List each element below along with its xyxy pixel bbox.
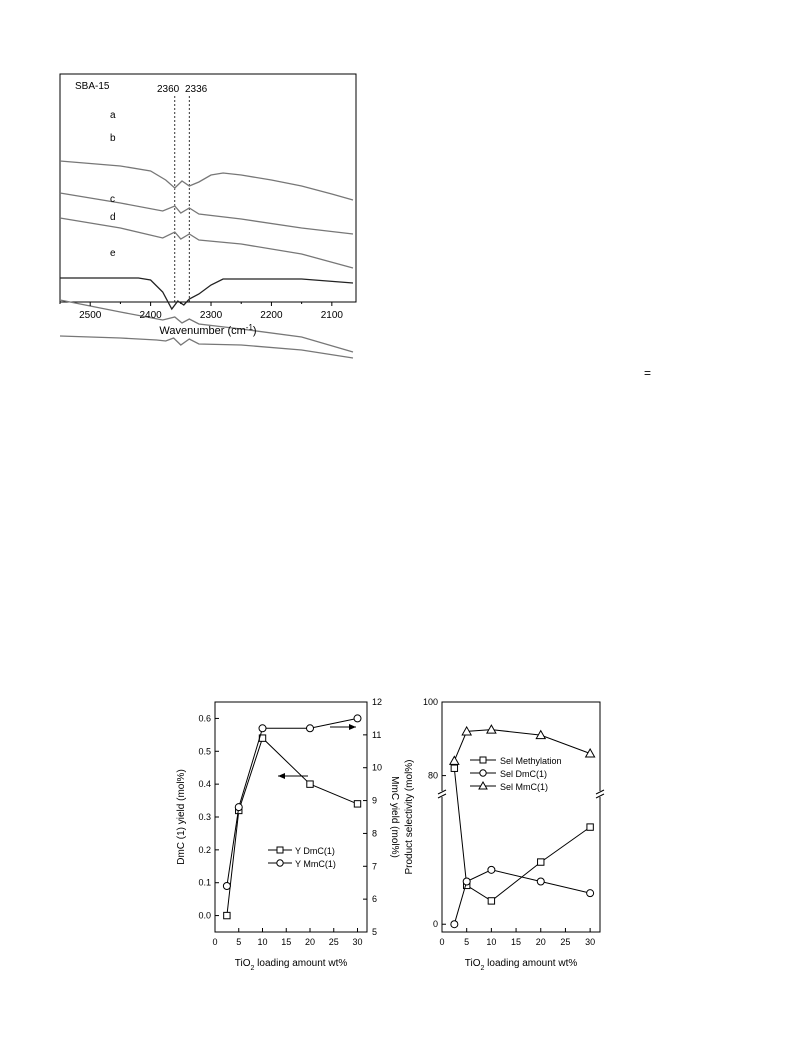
ir-spectrum-b bbox=[60, 218, 353, 268]
x-tick-label: 2100 bbox=[320, 310, 343, 321]
data-point bbox=[487, 725, 496, 733]
ir-annotation-2336: 2336 bbox=[185, 84, 208, 95]
data-point bbox=[235, 804, 242, 811]
data-point bbox=[451, 765, 457, 771]
yield-x-axis-label: TiO$_2$ loading amount wt% bbox=[234, 958, 348, 972]
data-point bbox=[307, 781, 313, 787]
ir-series-label: c bbox=[110, 194, 115, 205]
x-tick-label: 0 bbox=[439, 937, 445, 947]
y-tick-label: 0.1 bbox=[198, 877, 211, 888]
series-line bbox=[454, 870, 590, 924]
selectivity-y-axis-label: Product selectivity (mol%) bbox=[404, 759, 415, 875]
selectivity-x-axis-label: TiO$_2$ loading amount wt% bbox=[464, 958, 578, 972]
series-line bbox=[227, 738, 358, 916]
y-tick-label: 0 bbox=[432, 919, 438, 930]
y-right-tick-label: 6 bbox=[372, 894, 378, 905]
yield-left-axis-label: DmC (1) yield (mol%) bbox=[176, 769, 187, 865]
data-point bbox=[354, 715, 361, 722]
ir-spectra-chart bbox=[40, 72, 370, 347]
yield-right-axis-label: MmC yield (mol%) bbox=[389, 776, 400, 858]
legend-label: Y DmC(1) bbox=[295, 846, 335, 856]
data-point bbox=[537, 878, 544, 885]
axis-break-right bbox=[596, 790, 604, 798]
ir-annotation-2360: 2360 bbox=[157, 84, 180, 95]
y-right-tick-label: 12 bbox=[372, 697, 383, 707]
x-tick-label: 2200 bbox=[260, 310, 283, 321]
y-right-tick-label: 9 bbox=[372, 795, 378, 806]
ir-spectrum-a bbox=[60, 193, 353, 234]
x-tick-label: 2400 bbox=[139, 310, 162, 321]
axis-break-left bbox=[438, 790, 446, 798]
x-tick-label: 30 bbox=[585, 937, 596, 947]
y-right-tick-label: 7 bbox=[372, 861, 378, 872]
legend-label: Y MmC(1) bbox=[295, 859, 336, 869]
plot-frame bbox=[442, 702, 600, 932]
x-tick-label: 2300 bbox=[199, 310, 223, 321]
data-point bbox=[354, 801, 360, 807]
y-tick-label: 0.4 bbox=[198, 779, 211, 790]
legend-label: Sel Methylation bbox=[500, 756, 562, 766]
data-point bbox=[488, 866, 495, 873]
data-point bbox=[259, 725, 266, 732]
x-tick-label: 15 bbox=[511, 937, 522, 947]
series-line bbox=[227, 718, 358, 886]
data-point bbox=[451, 921, 458, 928]
data-point bbox=[450, 756, 459, 764]
x-tick-label: 5 bbox=[236, 937, 242, 947]
data-point bbox=[223, 883, 230, 890]
y-tick-label: 100 bbox=[422, 697, 438, 707]
x-tick-label: 20 bbox=[304, 937, 316, 947]
ir-series-label: d bbox=[110, 212, 116, 223]
legend-label: Sel DmC(1) bbox=[500, 769, 548, 779]
y-right-tick-label: 5 bbox=[372, 927, 378, 937]
ir-series-label: b bbox=[110, 133, 116, 144]
y-tick-label: 0.6 bbox=[198, 713, 211, 724]
y-tick-label: 0.3 bbox=[198, 812, 211, 822]
x-tick-label: 5 bbox=[464, 937, 470, 947]
x-tick-label: 10 bbox=[486, 937, 497, 947]
ir-series-label: SBA-15 bbox=[75, 81, 110, 92]
y-right-tick-label: 10 bbox=[372, 762, 383, 773]
x-tick-label: 30 bbox=[352, 937, 363, 947]
y-right-tick-label: 8 bbox=[372, 828, 378, 839]
x-tick-label: 15 bbox=[281, 937, 292, 947]
arrow-to-right-axis bbox=[330, 724, 356, 730]
data-point bbox=[586, 749, 595, 757]
y-tick-label: 80 bbox=[427, 770, 438, 781]
x-tick-label: 0 bbox=[212, 937, 218, 947]
ir-spectrum-c bbox=[60, 278, 353, 309]
yield-legend bbox=[268, 846, 336, 869]
data-point bbox=[488, 898, 494, 904]
data-point bbox=[307, 725, 314, 732]
selectivity-legend bbox=[470, 756, 562, 792]
ir-series-label: a bbox=[110, 110, 116, 121]
ir-series-label: e bbox=[110, 248, 116, 259]
data-point bbox=[538, 859, 544, 865]
stray-equals-mark: = bbox=[644, 366, 652, 380]
y-right-tick-label: 11 bbox=[372, 729, 382, 740]
x-tick-label: 2500 bbox=[79, 310, 102, 321]
x-tick-label: 10 bbox=[257, 937, 268, 947]
yield-chart bbox=[170, 690, 400, 980]
ir-x-axis-label: Wavenumber $(cm^{-1})$ bbox=[159, 322, 257, 337]
x-tick-label: 20 bbox=[535, 937, 546, 947]
y-tick-label: 0.0 bbox=[198, 910, 211, 921]
data-point bbox=[224, 912, 230, 918]
data-point bbox=[587, 824, 593, 830]
x-tick-label: 25 bbox=[328, 937, 339, 947]
x-tick-label: 25 bbox=[560, 937, 571, 947]
ir-spectrum-sba-15 bbox=[60, 161, 353, 200]
legend-label: Sel MmC(1) bbox=[500, 782, 549, 792]
data-point bbox=[463, 878, 470, 885]
data-point bbox=[587, 890, 594, 897]
y-tick-label: 0.2 bbox=[198, 844, 211, 855]
y-tick-label: 0.5 bbox=[198, 746, 211, 757]
selectivity-chart bbox=[400, 690, 615, 980]
